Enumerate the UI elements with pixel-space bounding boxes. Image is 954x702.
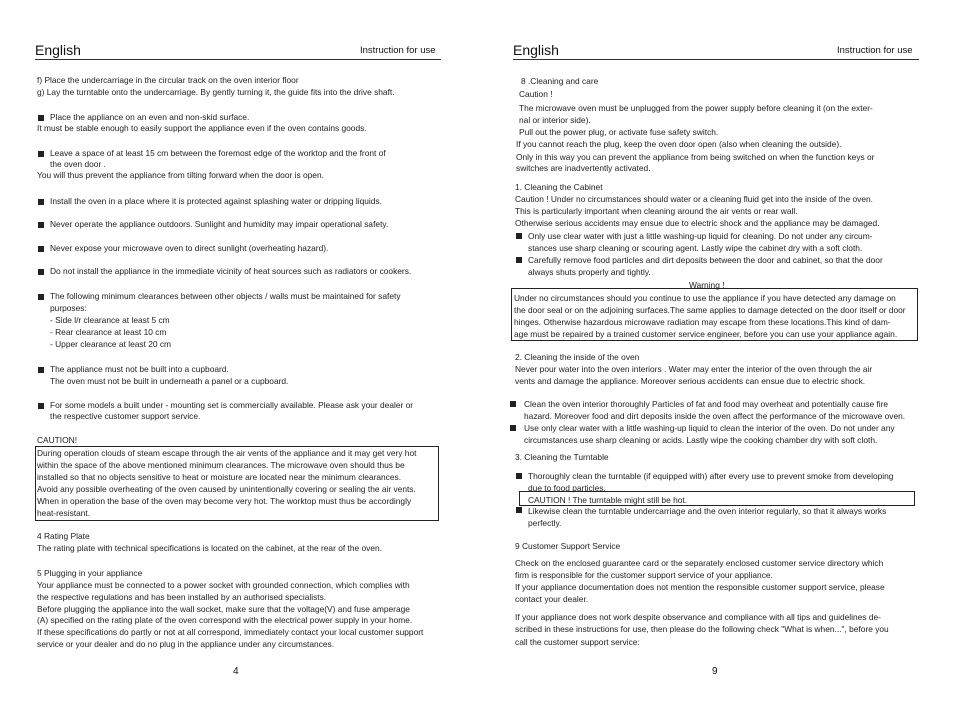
text-line: 1. Cleaning the Cabinet: [515, 182, 603, 192]
text-line: hinges. Otherwise hazardous microwave radiation may escape from these locations.This kind of dam-: [514, 317, 891, 327]
page-language: English: [513, 42, 559, 58]
text-line: 2. Cleaning the inside of the oven: [515, 352, 640, 362]
text-line: If your appliance documentation does not mention the responsible customer support service, please: [515, 582, 885, 592]
text-line: Carefully remove food particles and dirt deposits between the door and cabinet, so that the door: [528, 255, 883, 265]
text-line: the respective regulations and has been installed by an authorised specialists.: [37, 592, 327, 602]
text-line: Do not install the appliance in the immediate vicinity of heat sources such as radiators or cookers.: [50, 266, 412, 276]
text-line: CAUTION!: [37, 435, 78, 445]
text-line: scribed in these instructions for use, then please do the following check "What is when...", before you: [515, 624, 889, 634]
bullet-square-icon: [38, 115, 44, 121]
page-number: 9: [712, 666, 718, 677]
bullet-square-icon: [38, 246, 44, 252]
bullet-square-icon: [38, 222, 44, 228]
text-line: Only in this way you can prevent the appliance from being switched on when the function keys or: [516, 152, 875, 162]
bullet-square-icon: [510, 401, 516, 407]
bullet-square-icon: [38, 403, 44, 409]
bullet-square-icon: [38, 199, 44, 205]
text-line: the oven door .: [50, 159, 106, 169]
text-line: Otherwise serious accidents may ensue due to electric shock and the appliance may be damaged.: [515, 218, 880, 228]
text-line: Check on the enclosed guarantee card or the separately enclosed customer service directory which: [515, 558, 884, 568]
right-page: [477, 0, 954, 702]
text-line: g) Lay the turntable onto the undercarriage. By gently turning it, the guide fits into the drive shaft.: [37, 87, 395, 97]
text-line: Never operate the appliance outdoors. Sunlight and humidity may impair operational safety.: [50, 219, 389, 229]
text-line: perfectly.: [528, 518, 562, 528]
text-line: (A) specified on the rating plate of the oven correspond with the electrical power supply in your home.: [37, 615, 413, 625]
text-line: nal or interior side).: [519, 115, 591, 125]
text-line: If your appliance does not work despite observance and compliance with all tips and guidelines de-: [515, 612, 881, 622]
text-line: This is particularly important when cleaning around the air vents or rear wall.: [515, 206, 798, 216]
text-line: always shuts properly and tightly.: [528, 267, 651, 277]
text-line: firm is responsible for the customer support service of your appliance.: [515, 570, 773, 580]
bullet-square-icon: [38, 294, 44, 300]
bullet-square-icon: [516, 473, 522, 479]
page-language: English: [35, 42, 81, 58]
bullet-square-icon: [516, 257, 522, 263]
text-line: call the customer support service:: [515, 637, 640, 647]
bullet-square-icon: [516, 233, 522, 239]
header-rule: [513, 59, 919, 60]
text-line: Caution !: [519, 89, 553, 99]
header-rule: [35, 59, 441, 60]
text-line: Place the appliance on an even and non-skid surface.: [50, 112, 250, 122]
text-line: Before plugging the appliance into the wall socket, make sure that the voltage(V) and fuse amperage: [37, 604, 410, 614]
page-instruction-label: Instruction for use: [360, 45, 436, 56]
text-line: age must be repaired by a trained customer service engineer, before you can use your appliance again.: [514, 329, 898, 339]
text-line: contact your dealer.: [515, 594, 589, 604]
bullet-square-icon: [38, 151, 44, 157]
text-line: Never pour water into the oven interiors . Water may enter the interior of the oven through the air: [515, 364, 873, 374]
text-line: The appliance must not be built into a cupboard.: [50, 364, 229, 374]
page-number: 4: [233, 666, 239, 677]
text-line: You will thus prevent the appliance from tilting forward when the door is open.: [37, 170, 324, 180]
text-line: It must be stable enough to easily support the appliance even if the oven contains goods.: [37, 123, 367, 133]
text-line: CAUTION ! The turntable might still be hot.: [528, 495, 688, 505]
text-line: Likewise clean the turntable undercarriage and the oven interior regularly, so that it always works: [528, 506, 887, 516]
text-line: During operation clouds of steam escape through the air vents of the appliance and it may get very hot: [37, 448, 417, 458]
text-line: - Rear clearance at least 10 cm: [50, 327, 167, 337]
text-line: due to food particles.: [528, 483, 606, 493]
text-line: Use only clear water with a little washing-up liquid to clean the interior of the oven. Do not under any: [524, 423, 895, 433]
text-line: Under no circumstances should you continue to use the appliance if you have detected any damage on: [514, 293, 896, 303]
text-line: installed so that no objects sensitive to heat or moisture are located near the minimum clearances.: [37, 472, 402, 482]
text-line: Thoroughly clean the turntable (if equipped with) after every use to prevent smoke from developing: [528, 471, 894, 481]
text-line: The microwave oven must be unplugged from the power supply before cleaning it (on the exter-: [519, 103, 873, 113]
text-line: The rating plate with technical specifications is located on the cabinet, at the rear of the oven.: [37, 543, 382, 553]
text-line: The following minimum clearances between other objects / walls must be maintained for safety: [50, 291, 401, 301]
text-line: within the space of the above mentioned minimum clearances. The microwave oven should thus be: [37, 460, 405, 470]
text-line: When in operation the base of the oven may become very hot. The worktop must thus be accordingly: [37, 496, 412, 506]
text-line: Never expose your microwave oven to direct sunlight (overheating hazard).: [50, 243, 329, 253]
text-line: 4 Rating Plate: [37, 531, 90, 541]
text-line: If these specifications do partly or not at all correspond, immediately contact your local customer support: [37, 627, 424, 637]
text-line: Install the oven in a place where it is protected against splashing water or dripping liquids.: [50, 196, 382, 206]
text-line: f) Place the undercarriage in the circular track on the oven interior floor: [37, 75, 299, 85]
text-line: hazard. Moreover food and dirt deposits inside the oven affect the performance of the microwave oven.: [524, 411, 906, 421]
text-line: 3. Cleaning the Turntable: [515, 452, 609, 462]
text-line: For some models a built under - mounting set is commercially available. Please ask your dealer or: [50, 400, 414, 410]
text-line: service or your dealer and do no plug in the appliance under any circumstances.: [37, 639, 335, 649]
text-line: Warning !: [689, 280, 725, 290]
text-line: 9 Customer Support Service: [515, 541, 621, 551]
text-line: circumstances use sharp cleaning or acids. Lastly wipe the cooking chamber dry with soft cloth.: [524, 435, 878, 445]
page-instruction-label: Instruction for use: [837, 45, 913, 56]
text-line: purposes:: [50, 303, 87, 313]
text-line: - Upper clearance at least 20 cm: [50, 339, 172, 349]
text-line: Pull out the power plug, or activate fuse safety switch.: [519, 127, 719, 137]
text-line: Caution ! Under no circumstances should water or a cleaning fluid get into the inside of the oven.: [515, 194, 874, 204]
text-line: Avoid any possible overheating of the oven caused by unintentionally covering or sealing the air vents.: [37, 484, 416, 494]
text-line: 5 Plugging in your appliance: [37, 568, 143, 578]
bullet-square-icon: [510, 425, 516, 431]
bullet-square-icon: [516, 507, 522, 513]
text-line: heat-resistant.: [37, 508, 91, 518]
text-line: Leave a space of at least 15 cm between the foremost edge of the worktop and the front of: [50, 148, 386, 158]
bullet-square-icon: [38, 269, 44, 275]
text-line: vents and damage the appliance. Moreover serious accidents can ensue due to electric shock.: [515, 376, 866, 386]
text-line: The oven must not be built in underneath a panel or a cupboard.: [50, 376, 289, 386]
text-line: Only use clear water with just a little washing-up liquid for cleaning. Do not under any circum-: [528, 231, 873, 241]
text-line: Your appliance must be connected to a power socket with grounded connection, which complies with: [37, 580, 410, 590]
text-line: the door seal or on the adjoining surfaces.The same applies to damage detected on the door itself or door: [514, 305, 906, 315]
bullet-square-icon: [38, 367, 44, 373]
text-line: switches are inadvertently activated.: [516, 163, 651, 173]
text-line: 8 .Cleaning and care: [521, 76, 599, 86]
text-line: the respective customer support service.: [50, 411, 201, 421]
text-line: - Side l/r clearance at least 5 cm: [50, 315, 170, 325]
text-line: stances use sharp cleaning or scouring agent. Lastly wipe the cabinet dry with a soft cloth.: [528, 243, 863, 253]
text-line: If you cannot reach the plug, keep the oven door open (also when cleaning the outside).: [516, 139, 842, 149]
text-line: Clean the oven interior thoroughly Particles of fat and food may overheat and potentially cause fire: [524, 399, 889, 409]
